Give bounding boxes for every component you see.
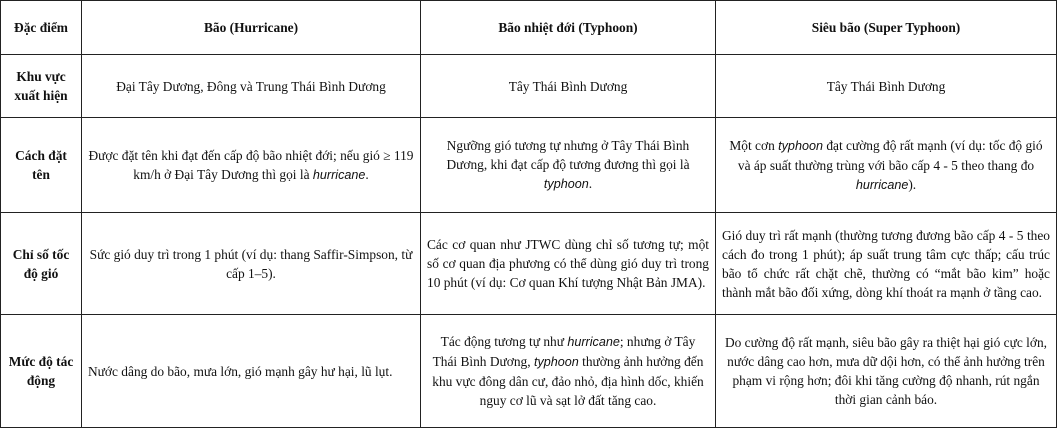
row-label-region: Khu vực xuất hiện xyxy=(1,55,82,118)
cell-wind-super-typhoon: Gió duy trì rất mạnh (thường tương đương bão cấp 4 - 5 theo cách đo trong 1 phút); áp suất trung tâm cực thấp; cấu trúc bão tổ chức rất chặt chẽ, thường có “mắt bão kim” hoặc thành mắt bão đối xứng, dòng khí thoát ra mạnh ở tầng cao. xyxy=(716,213,1057,315)
header-typhoon: Bão nhiệt đới (Typhoon) xyxy=(421,1,716,55)
cell-region-typhoon: Tây Thái Bình Dương xyxy=(421,55,716,118)
cell-impact-super-typhoon: Do cường độ rất mạnh, siêu bão gây ra thiệt hại gió cực lớn, nước dâng cao hơn, mưa dữ dội hơn, có thể ảnh hưởng trên phạm vi rộng hơn; đôi khi tăng cường độ nhanh, rút ngắn thời gian cảnh báo. xyxy=(716,315,1057,428)
cell-impact-typhoon: Tác động tương tự như hurricane; nhưng ở Tây Thái Bình Dương, typhoon thường ảnh hưởng đến khu vực đông dân cư, đảo nhỏ, địa hình dốc, khiến nguy cơ lũ và sạt lở đất tăng cao. xyxy=(421,315,716,428)
cell-wind-typhoon: Các cơ quan như JTWC dùng chỉ số tương tự; một số cơ quan địa phương có thể dùng gió duy trì trong 10 phút (ví dụ: Cơ quan Khí tượng Nhật Bản JMA). xyxy=(421,213,716,315)
row-naming xyxy=(1,118,1057,213)
row-label-impact: Mức độ tác động xyxy=(1,315,82,428)
header-hurricane: Bão (Hurricane) xyxy=(82,1,421,55)
cell-region-hurricane: Đại Tây Dương, Đông và Trung Thái Bình Dương xyxy=(82,55,421,118)
header-row xyxy=(1,1,1057,55)
row-region xyxy=(1,55,1057,118)
header-feature: Đặc điểm xyxy=(1,1,82,55)
row-label-wind-speed: Chỉ số tốc độ gió xyxy=(1,213,82,315)
cell-naming-super-typhoon: Một cơn typhoon đạt cường độ rất mạnh (ví dụ: tốc độ gió và áp suất thường trùng với bão cấp 4 - 5 theo thang đo hurricane). xyxy=(716,118,1057,213)
row-wind-speed xyxy=(1,213,1057,315)
cell-naming-hurricane: Được đặt tên khi đạt đến cấp độ bão nhiệt đới; nếu gió ≥ 119 km/h ở Đại Tây Dương thì gọi là hurricane. xyxy=(82,118,421,213)
row-impact xyxy=(1,315,1057,428)
cell-region-super-typhoon: Tây Thái Bình Dương xyxy=(716,55,1057,118)
cell-wind-hurricane: Sức gió duy trì trong 1 phút (ví dụ: thang Saffir-Simpson, từ cấp 1–5). xyxy=(82,213,421,315)
row-label-naming: Cách đặt tên xyxy=(1,118,82,213)
cell-naming-typhoon: Ngưỡng gió tương tự nhưng ở Tây Thái Bình Dương, khi đạt cấp độ tương đương thì gọi là typhoon. xyxy=(421,118,716,213)
header-super-typhoon: Siêu bão (Super Typhoon) xyxy=(716,1,1057,55)
cell-impact-hurricane: Nước dâng do bão, mưa lớn, gió mạnh gây hư hại, lũ lụt. xyxy=(82,315,421,428)
